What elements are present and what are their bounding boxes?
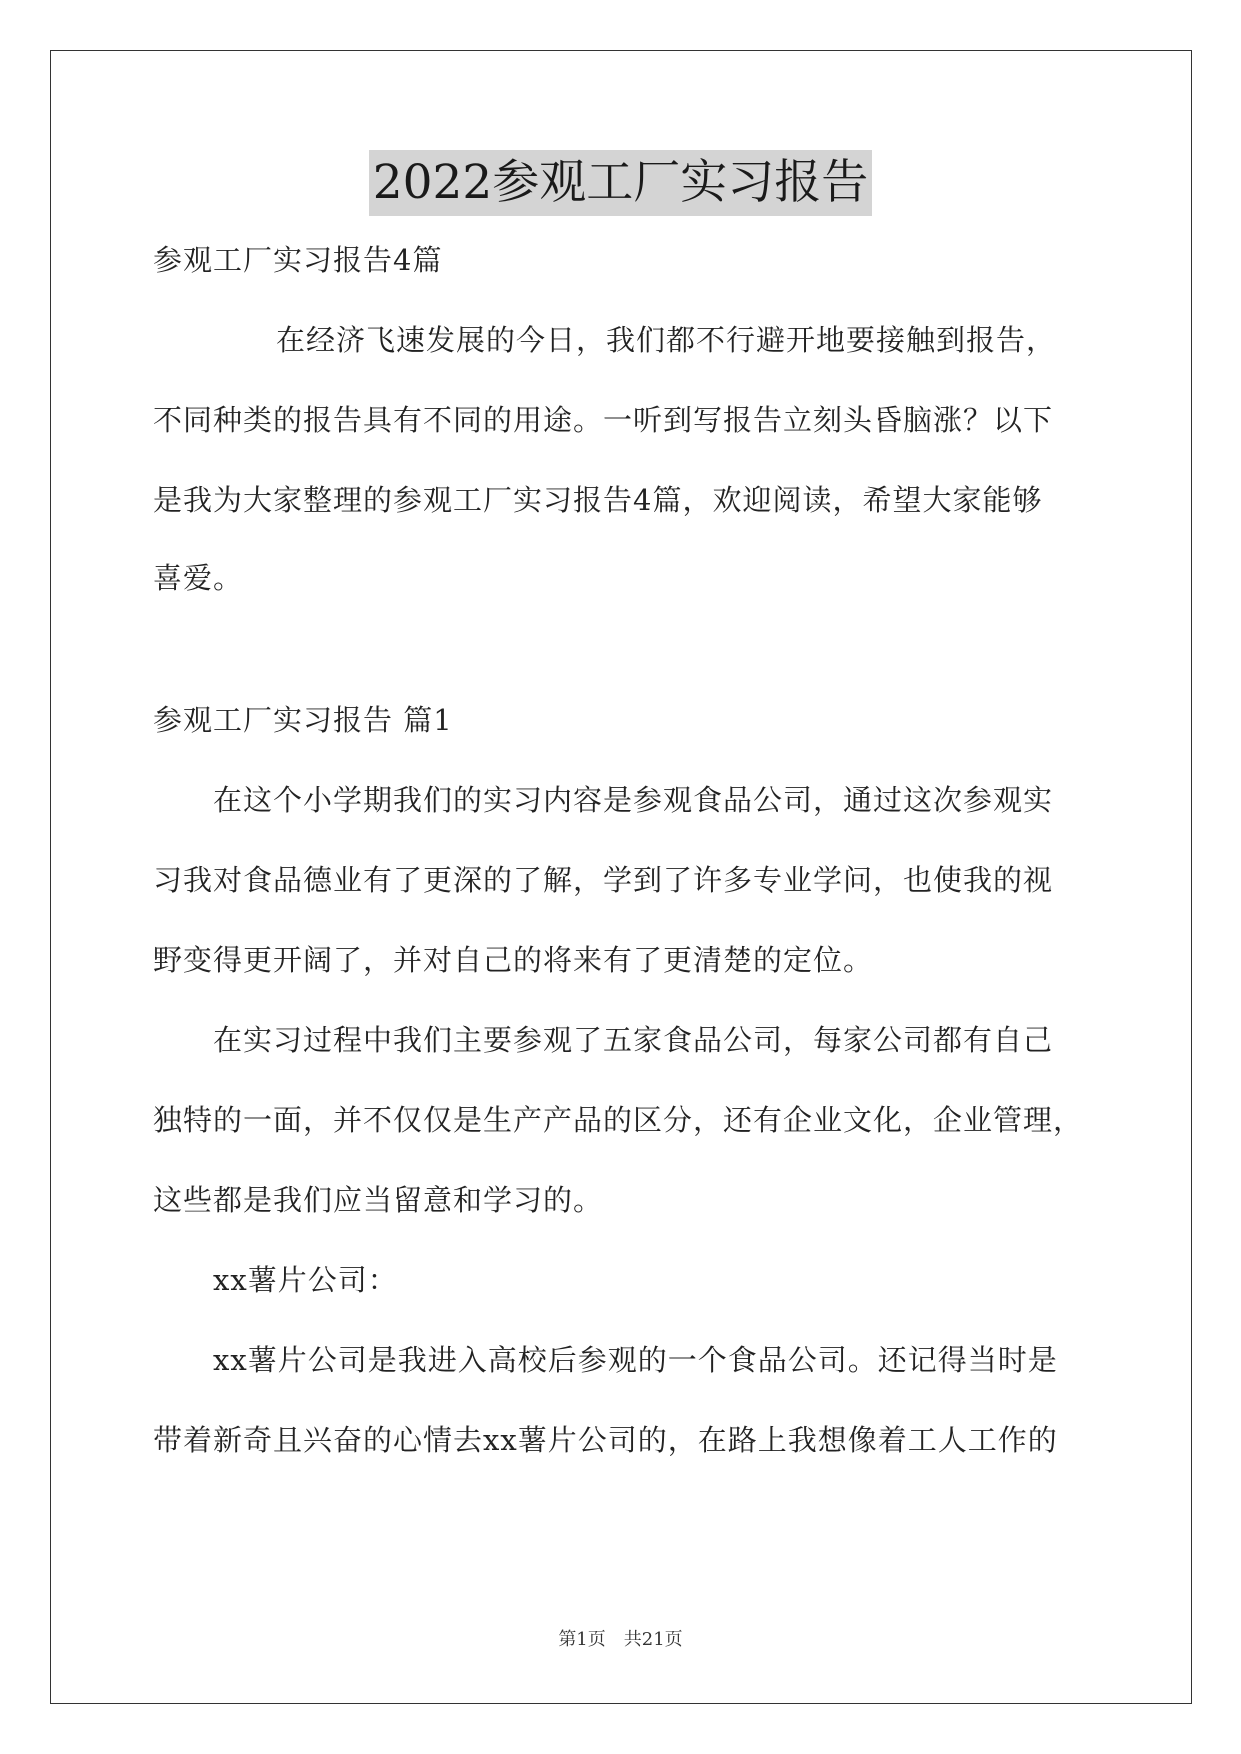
paragraph-line: 带着新奇且兴奋的心情去xx薯片公司的，在路上我想像着工人工作的 [153,1423,1058,1457]
paragraph-line: 在经济飞速发展的今日，我们都不行避开地要接触到报告， [276,323,1057,357]
paragraph-line: 习我对食品德业有了更深的了解，学到了许多专业学问，也使我的视 [153,863,1054,897]
paragraph-line: 独特的一面，并不仅仅是生产产品的区分，还有企业文化，企业管理， [153,1103,1084,1137]
paragraph-line: 不同种类的报告具有不同的用途。一听到写报告立刻头昏脑涨？以下 [153,403,1054,437]
paragraph-line: 在这个小学期我们的实习内容是参观食品公司，通过这次参观实 [213,783,1054,817]
section-heading: 参观工厂实习报告 篇1 [153,703,453,737]
paragraph-line: 在实习过程中我们主要参观了五家食品公司，每家公司都有自己 [213,1023,1054,1057]
paragraph-line: 喜爱。 [153,561,244,595]
paragraph-line: 野变得更开阔了，并对自己的将来有了更清楚的定位。 [153,943,874,977]
company-heading: xx薯片公司： [213,1263,398,1297]
page-footer: 第1页 共21页 [558,1629,683,1650]
paragraph-line: xx薯片公司是我进入高校后参观的一个食品公司。还记得当时是 [213,1343,1058,1377]
paragraph-line: 这些都是我们应当留意和学习的。 [153,1183,604,1217]
document-title-block [0,150,1241,216]
subtitle-line: 参观工厂实习报告4篇 [153,243,443,277]
paragraph-line: 是我为大家整理的参观工厂实习报告4篇，欢迎阅读，希望大家能够 [153,483,1043,517]
document-title: 2022参观工厂实习报告 [369,150,873,216]
